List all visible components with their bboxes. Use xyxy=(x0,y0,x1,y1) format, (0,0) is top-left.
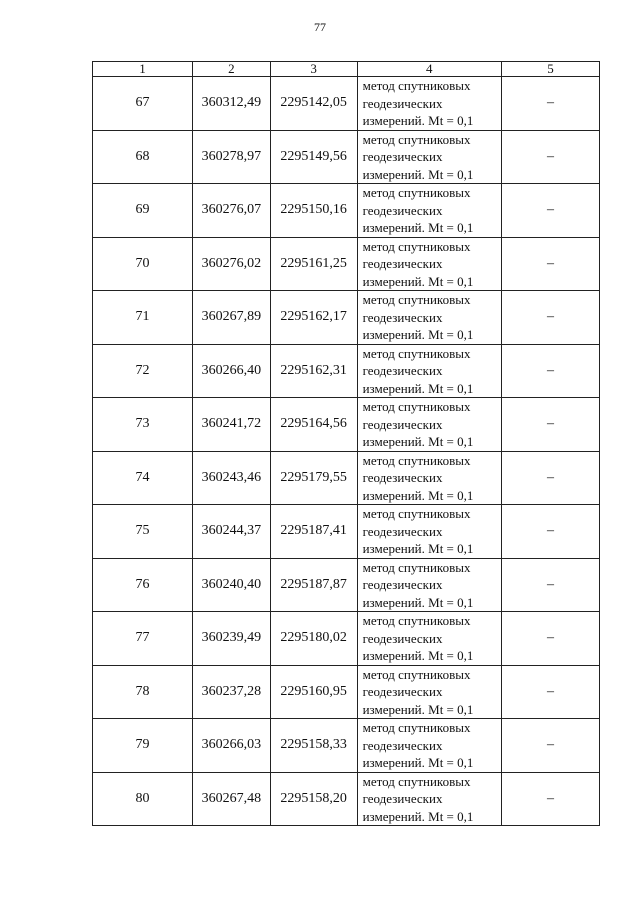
method-cell xyxy=(357,719,501,773)
table-row xyxy=(93,344,600,398)
method-line: метод спутниковых xyxy=(362,238,471,254)
y-coordinate-cell: 2295150,16 xyxy=(270,184,357,238)
method-line: геодезических xyxy=(362,95,443,111)
header-col-4: 4 xyxy=(357,62,501,77)
method-cell xyxy=(357,665,501,719)
x-coordinate-cell: 360244,37 xyxy=(192,505,270,559)
method-line: метод спутниковых xyxy=(362,185,471,200)
y-coordinate-cell: 2295160,95 xyxy=(270,665,357,719)
note-cell: – xyxy=(502,719,600,773)
method-line: измерений. Mt = 0,1 xyxy=(362,166,474,182)
method-line: геодезических xyxy=(362,577,443,592)
y-coordinate-cell: 2295164,56 xyxy=(270,398,357,452)
point-number-cell: 79 xyxy=(93,719,193,773)
method-line: измерений. Mt = 0,1 xyxy=(362,808,474,824)
table-row xyxy=(93,772,600,826)
coordinates-table xyxy=(92,61,600,826)
method-line: измерений. Mt = 0,1 xyxy=(362,541,474,556)
point-number-cell: 77 xyxy=(93,612,193,666)
method-line: геодезических xyxy=(362,149,443,164)
y-coordinate-cell: 2295161,25 xyxy=(270,237,357,291)
method-line: измерений. Mt = 0,1 xyxy=(362,113,474,128)
method-line: метод спутниковых xyxy=(362,345,471,361)
header-col-2: 2 xyxy=(192,62,270,77)
y-coordinate-cell: 2295149,56 xyxy=(270,130,357,184)
table-row xyxy=(93,130,600,184)
x-coordinate-cell: 360312,49 xyxy=(192,77,270,131)
method-line: метод спутниковых xyxy=(362,613,471,628)
point-number-cell: 80 xyxy=(93,772,193,826)
y-coordinate-cell: 2295187,41 xyxy=(270,505,357,559)
header-col-1: 1 xyxy=(93,62,193,77)
y-coordinate-cell: 2295158,33 xyxy=(270,719,357,773)
x-coordinate-cell: 360240,40 xyxy=(192,558,270,612)
point-number-cell: 74 xyxy=(93,451,193,505)
method-cell xyxy=(357,398,501,452)
method-line: метод спутниковых xyxy=(362,78,471,93)
method-line: измерений. Mt = 0,1 xyxy=(362,327,474,342)
table-row xyxy=(93,398,600,452)
method-line: метод спутниковых xyxy=(362,399,471,414)
point-number-cell: 72 xyxy=(93,344,193,398)
method-cell xyxy=(357,451,501,505)
y-coordinate-cell: 2295180,02 xyxy=(270,612,357,666)
method-line: метод спутниковых xyxy=(362,720,471,735)
note-cell: – xyxy=(502,772,600,826)
method-line: геодезических xyxy=(362,256,443,271)
x-coordinate-cell: 360276,02 xyxy=(192,237,270,291)
method-line: измерений. Mt = 0,1 xyxy=(362,434,474,449)
method-cell xyxy=(357,291,501,345)
table-row xyxy=(93,451,600,505)
method-cell xyxy=(357,77,501,131)
method-line: геодезических xyxy=(362,684,443,699)
y-coordinate-cell: 2295162,17 xyxy=(270,291,357,345)
method-line: метод спутниковых xyxy=(362,773,471,789)
x-coordinate-cell: 360237,28 xyxy=(192,665,270,719)
point-number-cell: 68 xyxy=(93,130,193,184)
method-line: измерений. Mt = 0,1 xyxy=(362,594,474,610)
note-cell: – xyxy=(502,130,600,184)
note-cell: – xyxy=(502,398,600,452)
method-line: геодезических xyxy=(362,791,443,806)
note-cell: – xyxy=(502,505,600,559)
method-line: метод спутниковых xyxy=(362,452,471,468)
method-cell xyxy=(357,344,501,398)
method-line: измерений. Mt = 0,1 xyxy=(362,380,474,396)
note-cell: – xyxy=(502,451,600,505)
note-cell: – xyxy=(502,184,600,238)
method-line: геодезических xyxy=(362,470,443,485)
method-line: метод спутниковых xyxy=(362,506,471,521)
method-line: измерений. Mt = 0,1 xyxy=(362,701,474,717)
method-line: метод спутниковых xyxy=(362,292,471,307)
method-line: геодезических xyxy=(362,416,443,432)
method-cell xyxy=(357,612,501,666)
page-number: 77 xyxy=(314,20,326,34)
y-coordinate-cell: 2295158,20 xyxy=(270,772,357,826)
point-number-cell: 76 xyxy=(93,558,193,612)
x-coordinate-cell: 360266,40 xyxy=(192,344,270,398)
y-coordinate-cell: 2295179,55 xyxy=(270,451,357,505)
point-number-cell: 69 xyxy=(93,184,193,238)
method-line: геодезических xyxy=(362,363,443,378)
x-coordinate-cell: 360239,49 xyxy=(192,612,270,666)
method-line: измерений. Mt = 0,1 xyxy=(362,220,474,235)
method-line: геодезических xyxy=(362,630,443,646)
method-cell xyxy=(357,130,501,184)
note-cell: – xyxy=(502,291,600,345)
point-number-cell: 73 xyxy=(93,398,193,452)
header-col-3: 3 xyxy=(270,62,357,77)
table-row xyxy=(93,505,600,559)
point-number-cell: 67 xyxy=(93,77,193,131)
method-line: измерений. Mt = 0,1 xyxy=(362,273,474,289)
table-row xyxy=(93,291,600,345)
header-col-5: 5 xyxy=(502,62,600,77)
method-cell xyxy=(357,237,501,291)
method-cell xyxy=(357,184,501,238)
x-coordinate-cell: 360267,89 xyxy=(192,291,270,345)
x-coordinate-cell: 360278,97 xyxy=(192,130,270,184)
method-cell xyxy=(357,558,501,612)
y-coordinate-cell: 2295162,31 xyxy=(270,344,357,398)
method-cell xyxy=(357,505,501,559)
table-row xyxy=(93,719,600,773)
method-line: геодезических xyxy=(362,523,443,539)
y-coordinate-cell: 2295187,87 xyxy=(270,558,357,612)
note-cell: – xyxy=(502,344,600,398)
method-line: геодезических xyxy=(362,309,443,325)
method-line: измерений. Mt = 0,1 xyxy=(362,487,474,503)
table-row xyxy=(93,184,600,238)
table-row xyxy=(93,77,600,131)
point-number-cell: 75 xyxy=(93,505,193,559)
note-cell: – xyxy=(502,77,600,131)
table-row xyxy=(93,237,600,291)
table-header-row xyxy=(93,62,600,77)
method-line: измерений. Mt = 0,1 xyxy=(362,648,474,663)
method-line: измерений. Mt = 0,1 xyxy=(362,755,474,770)
note-cell: – xyxy=(502,612,600,666)
table-body xyxy=(93,77,600,826)
x-coordinate-cell: 360266,03 xyxy=(192,719,270,773)
point-number-cell: 71 xyxy=(93,291,193,345)
method-line: метод спутниковых xyxy=(362,131,471,147)
point-number-cell: 78 xyxy=(93,665,193,719)
y-coordinate-cell: 2295142,05 xyxy=(270,77,357,131)
table-row xyxy=(93,665,600,719)
table-row xyxy=(93,612,600,666)
method-line: метод спутниковых xyxy=(362,559,471,575)
x-coordinate-cell: 360243,46 xyxy=(192,451,270,505)
method-line: геодезических xyxy=(362,202,443,218)
x-coordinate-cell: 360267,48 xyxy=(192,772,270,826)
table-row xyxy=(93,558,600,612)
point-number-cell: 70 xyxy=(93,237,193,291)
method-line: геодезических xyxy=(362,737,443,753)
x-coordinate-cell: 360276,07 xyxy=(192,184,270,238)
method-cell xyxy=(357,772,501,826)
x-coordinate-cell: 360241,72 xyxy=(192,398,270,452)
method-line: метод спутниковых xyxy=(362,666,471,682)
note-cell: – xyxy=(502,237,600,291)
note-cell: – xyxy=(502,665,600,719)
note-cell: – xyxy=(502,558,600,612)
